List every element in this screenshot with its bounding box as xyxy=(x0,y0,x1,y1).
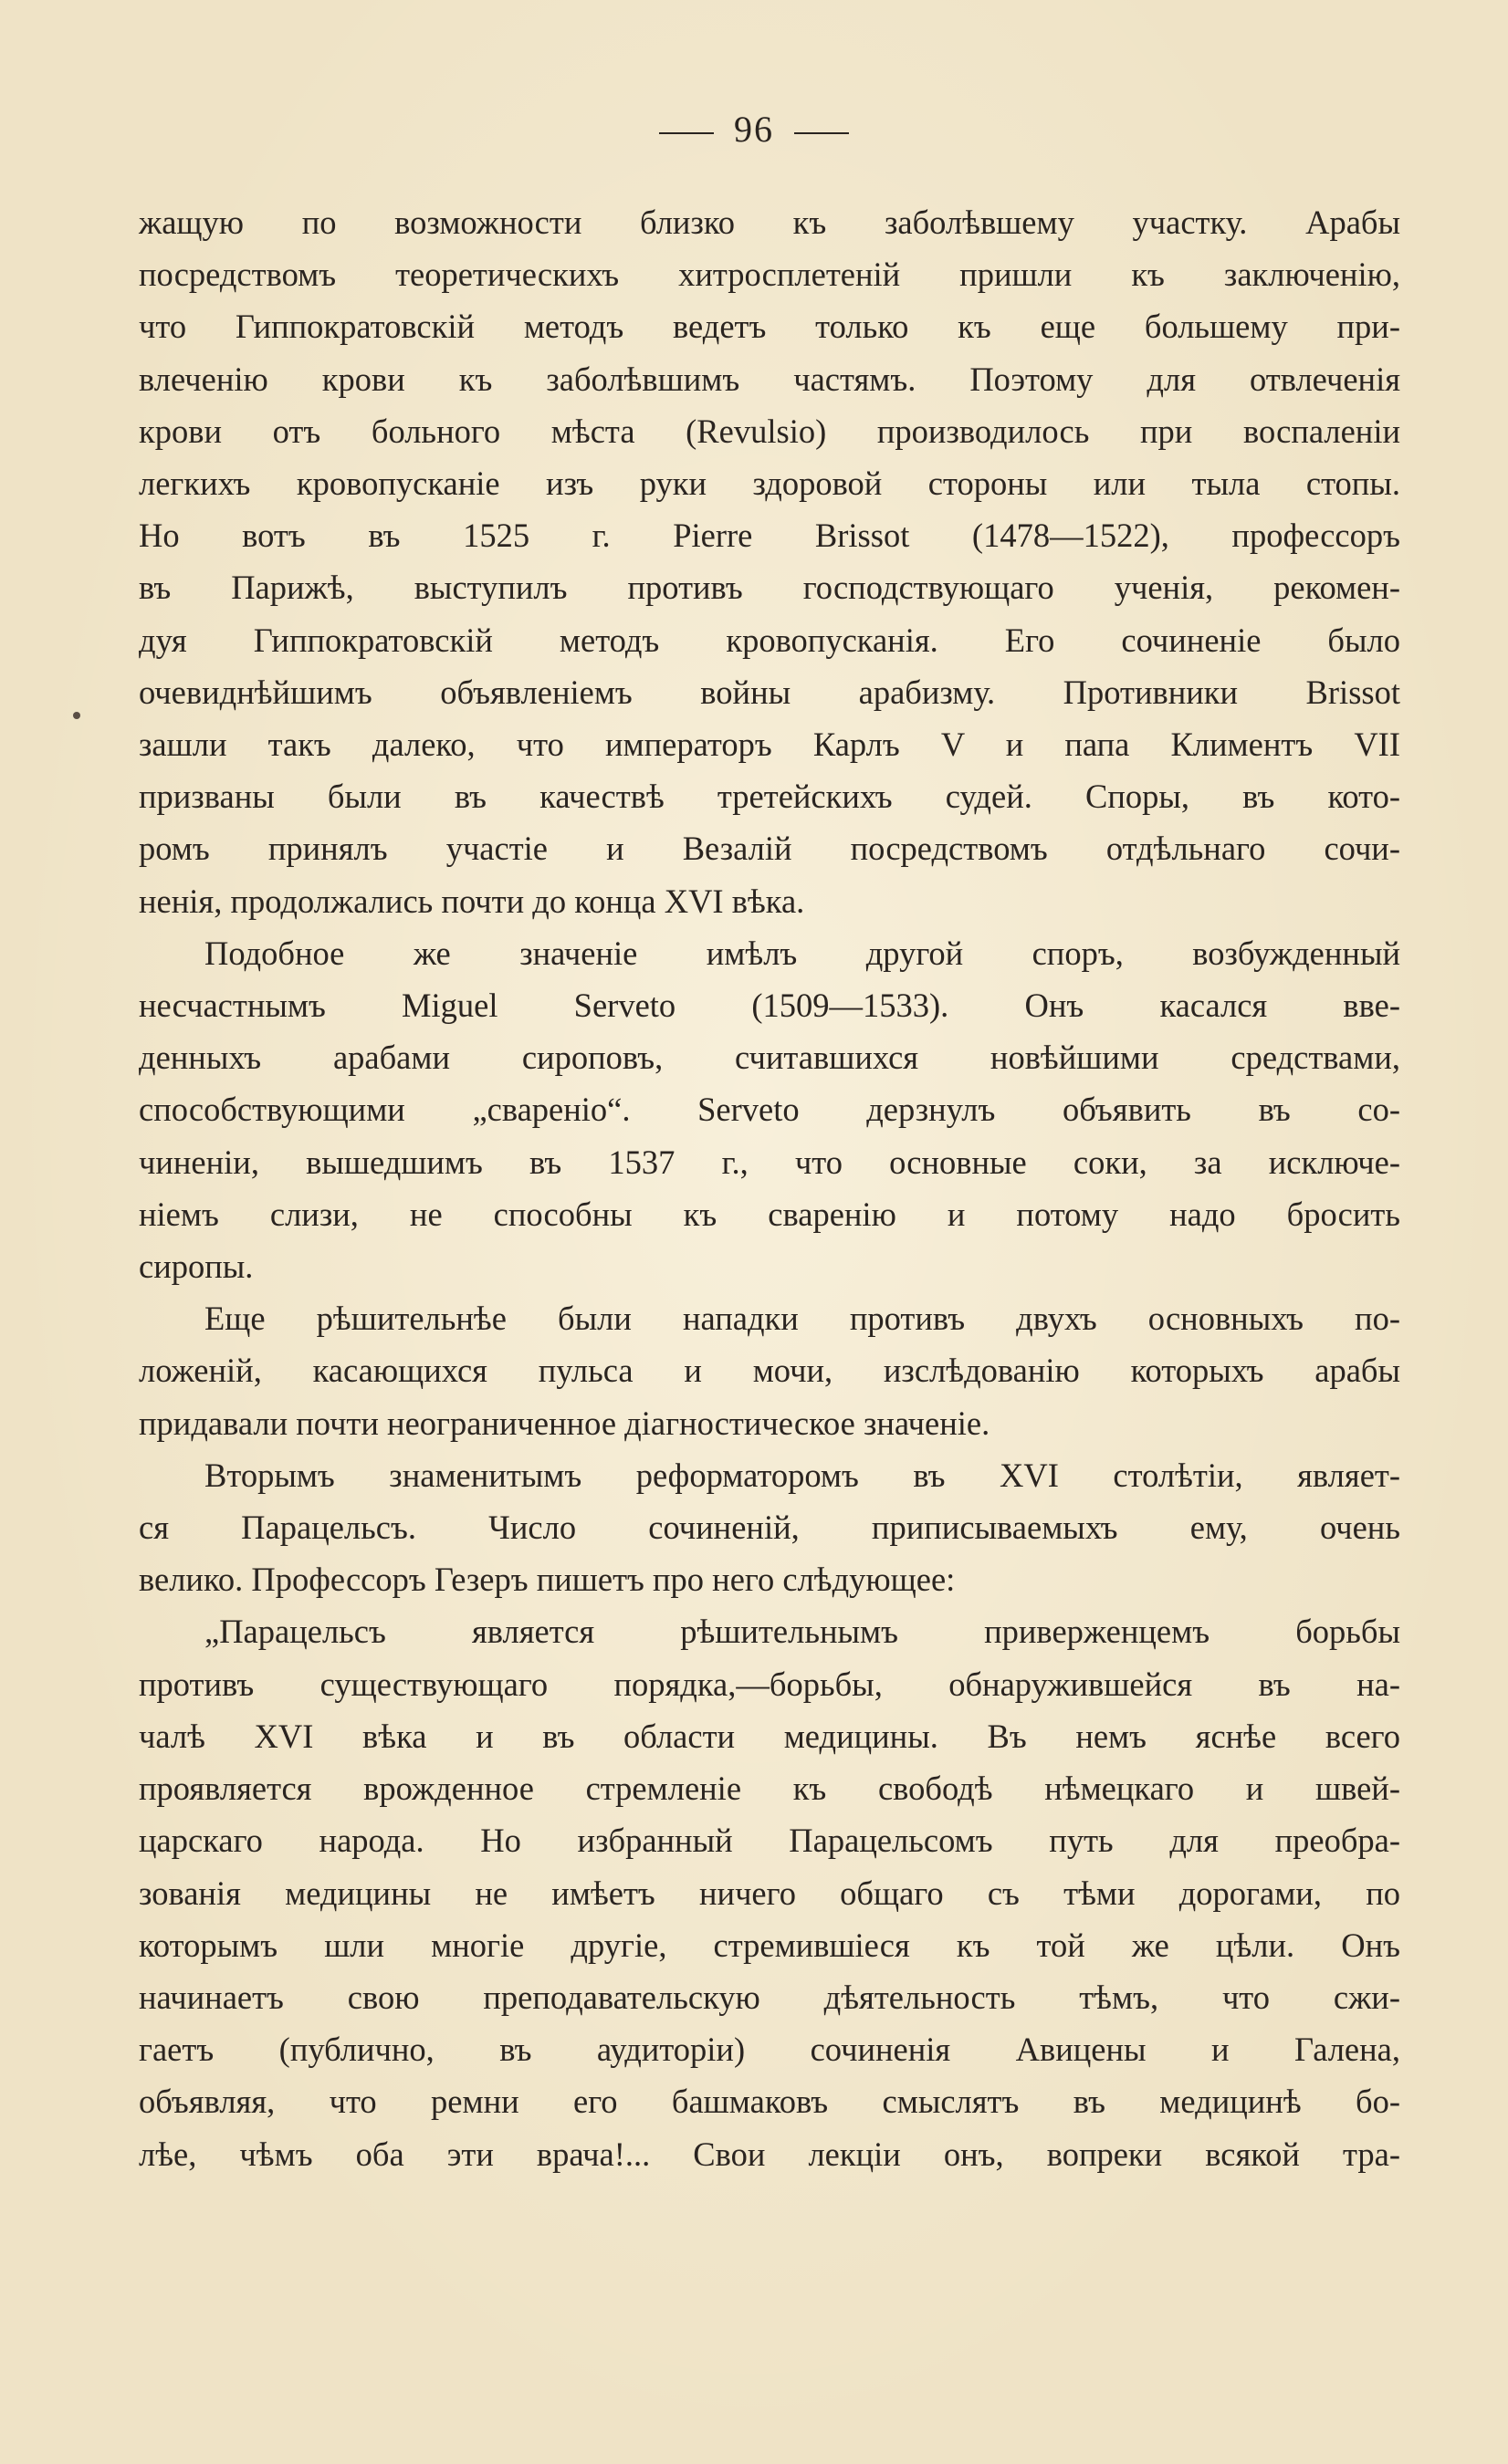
text-line: царскаго народа. Но избранный Парацельсомъ путь для преобра- xyxy=(139,1822,1400,1860)
text-line: крови отъ больного мѣста (Revulsio) производилось при воспаленіи xyxy=(139,412,1400,450)
text-line: гаетъ (публично, въ аудиторіи) сочиненія Авицены и Галена, xyxy=(139,2031,1400,2069)
text-line: Вторымъ знаменитымъ реформаторомъ въ XVI столѣтіи, являет- xyxy=(204,1456,1400,1494)
text-line: ложеній, касающихся пульса и мочи, изслѣдованію которыхъ арабы xyxy=(139,1352,1400,1390)
text-line: сиропы. xyxy=(139,1248,254,1286)
text-line: Но вотъ въ 1525 г. Pierre Brissot (1478—1522), профессоръ xyxy=(139,517,1400,555)
text-line: велико. Профессоръ Гезеръ пишетъ про него слѣдующее: xyxy=(139,1561,956,1599)
page-number: 96 xyxy=(734,109,774,150)
text-line: посредствомъ теоретическихъ хитросплетеній пришли къ заключенію, xyxy=(139,256,1400,294)
text-line: несчастнымъ Miguel Serveto (1509—1533). Онъ касался вве- xyxy=(139,987,1400,1025)
text-line: легкихъ кровопусканіе изъ руки здоровой стороны или тыла стопы. xyxy=(139,465,1400,503)
text-line: ніемъ слизи, не способны къ сваренію и потому надо бросить xyxy=(139,1195,1400,1233)
text-line: влеченію крови къ заболѣвшимъ частямъ. Поэтому для отвлеченія xyxy=(139,360,1400,398)
text-line: призваны были въ качествѣ третейскихъ судей. Споры, въ кото- xyxy=(139,778,1400,816)
margin-mark xyxy=(73,712,80,719)
text-line: зованія медицины не имѣетъ ничего общаго съ тѣми дорогами, по xyxy=(139,1874,1400,1912)
text-line: денныхъ арабами сироповъ, считавшихся новѣйшими средствами, xyxy=(139,1039,1400,1077)
text-line: придавали почти неограниченное діагностическое значеніе. xyxy=(139,1404,990,1442)
text-line: ненія, продолжались почти до конца XVI вѣка. xyxy=(139,882,805,920)
text-line: чалѣ XVI вѣка и въ области медицины. Въ немъ яснѣе всего xyxy=(139,1717,1400,1755)
text-line: Еще рѣшительнѣе были нападки противъ двухъ основныхъ по- xyxy=(204,1300,1400,1338)
text-line: объявляя, что ремни его башмаковъ смыслятъ въ медицинѣ бо- xyxy=(139,2083,1400,2121)
text-line: ся Парацельсъ. Число сочиненій, приписываемыхъ ему, очень xyxy=(139,1509,1400,1547)
text-line: способствующими „свареніо“. Servetо дерзнулъ объявить въ со- xyxy=(139,1091,1400,1129)
text-line: жащую по возможности близко къ заболѣвшему участку. Арабы xyxy=(139,204,1400,241)
text-line: лѣе, чѣмъ оба эти врача!... Свои лекціи онъ, вопреки всякой тра- xyxy=(139,2135,1400,2173)
text-line: очевиднѣйшимъ объявленіемъ войны арабизму. Противники Brissot xyxy=(139,673,1400,711)
text-line: зашли такъ далеко, что императоръ Карлъ V и папа Климентъ VII xyxy=(139,726,1400,764)
text-line: проявляется врожденное стремленіе къ свободѣ нѣмецкаго и швей- xyxy=(139,1770,1400,1808)
text-line: ромъ принялъ участіе и Везалій посредствомъ отдѣльнаго сочи- xyxy=(139,830,1400,868)
body-text xyxy=(139,196,1400,2180)
text-line: которымъ шли многіе другіе, стремившіеся къ той же цѣли. Онъ xyxy=(139,1926,1400,1964)
text-line: противъ существующаго порядка,—борьбы, обнаружившейся въ на- xyxy=(139,1665,1400,1703)
text-line: дуя Гиппократовскій методъ кровопусканія. Его сочиненіе было xyxy=(139,621,1400,659)
text-line: начинаетъ свою преподавательскую дѣятельность тѣмъ, что сжи- xyxy=(139,1978,1400,2016)
text-line: „Парацельсъ является рѣшительнымъ приверженцемъ борьбы xyxy=(204,1613,1400,1651)
text-line: что Гиппократовскій методъ ведетъ только къ еще большему при- xyxy=(139,308,1400,346)
header-dash-right xyxy=(794,132,849,134)
page-header xyxy=(0,108,1508,151)
text-line: въ Парижѣ, выступилъ противъ господствующаго ученія, рекомен- xyxy=(139,569,1400,607)
text-line: Подобное же значеніе имѣлъ другой споръ, возбужденный xyxy=(204,934,1400,972)
text-line: чиненіи, вышедшимъ въ 1537 г., что основные соки, за исключе- xyxy=(139,1143,1400,1181)
header-dash-left xyxy=(659,132,714,134)
